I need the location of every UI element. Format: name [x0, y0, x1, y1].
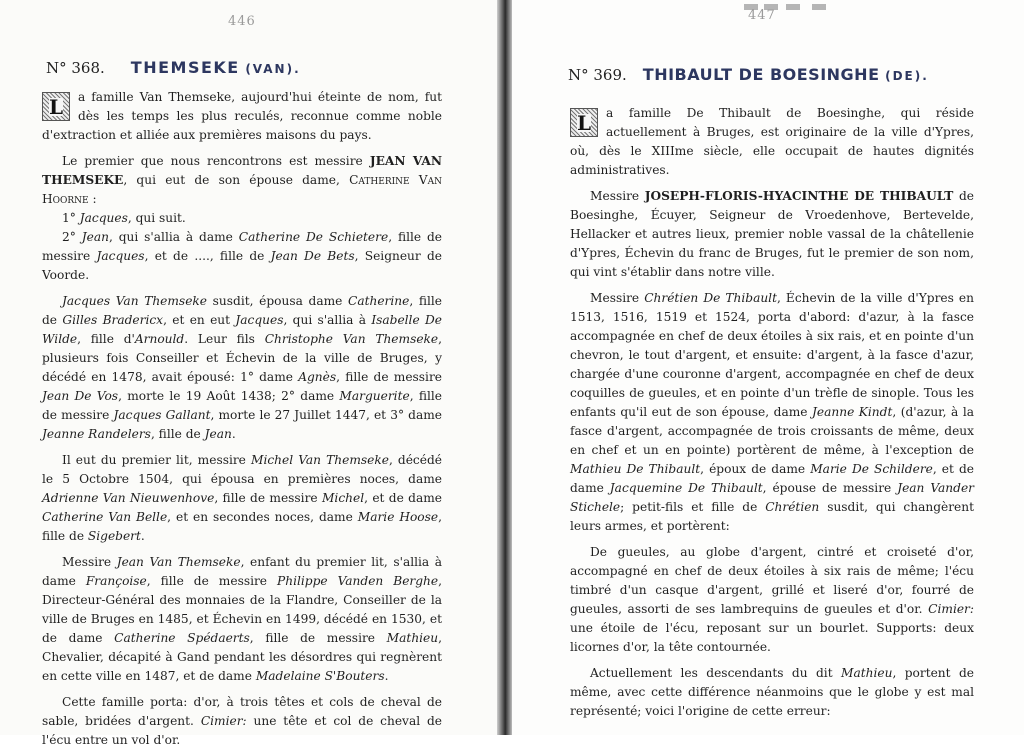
text-run: .: [140, 529, 145, 543]
drop-cap: L: [570, 108, 598, 137]
text-run: .: [384, 669, 389, 683]
paragraph: [42, 451, 442, 546]
entry-heading: [46, 58, 301, 77]
text-run: Jacques Van Themseke: [62, 294, 208, 308]
paragraph: [570, 289, 974, 536]
text-run: Gilles Bradericx: [62, 313, 164, 327]
text-run: , et de dame: [570, 462, 974, 495]
text-run: , plusieurs fois Conseiller et Échevin de la ville de Bruges, y décédé en 1478, avait épousé: 1° dame: [42, 332, 443, 384]
text-run: , fille d': [77, 332, 135, 346]
text-run: Messire: [590, 189, 645, 203]
text-run: Actuellement les descendants du dit: [590, 666, 841, 680]
text-run: Jeanne Kindt: [812, 405, 893, 419]
text-run: Marie De Schildere: [810, 462, 933, 476]
text-run: Il eut du premier lit, messire: [62, 453, 251, 467]
text-run: Françoise: [85, 574, 147, 588]
text-run: , et en eut: [163, 313, 236, 327]
print-mark: [812, 4, 826, 10]
paragraph: [42, 292, 442, 444]
text-run: , Chevalier, décapité à Gand pendant les désordres qui regnèrent en cette ville en 1487, et de dame: [42, 631, 442, 683]
text-run: une étoile de l'écu, reposant sur un bourlet. Supports: deux licornes d'or, la tête contournée.: [570, 621, 974, 654]
text-run: Messire: [590, 291, 645, 305]
text-run: , Directeur-Général des monnaies de la Flandre, Conseiller de la ville de Bruges en 1485, et Échevin en 1499, décédé en 1530, et de dame: [42, 574, 442, 645]
paragraph: [570, 543, 974, 657]
book-gutter: [497, 0, 512, 735]
text-run: Jean: [204, 427, 232, 441]
text-run: Marguerite: [339, 389, 410, 403]
text-run: Jacques: [235, 313, 284, 327]
text-run: Chrétien De Thibault: [644, 291, 777, 305]
page-number: 446: [228, 14, 256, 29]
text-run: Christophe Van Themseke: [264, 332, 439, 346]
text-run: , qui s'allia à: [283, 313, 372, 327]
text-run: Marie Hoose: [357, 510, 439, 524]
text-run: Sigebert: [87, 529, 141, 543]
name-particle: (VAN).: [245, 62, 301, 76]
text-run: , fille de: [42, 294, 443, 327]
paragraph: [570, 187, 974, 282]
list-item: 2° Jean, qui s'allia à dame Catherine De Schietere, fille de messire Jacques, et de ...., fille de Jean De Bets, Seigneur de Voorde.: [42, 230, 442, 282]
text-run: Madelaine S'Bouters: [255, 669, 385, 683]
text-run: Mathieu: [841, 666, 893, 680]
text-run: Catherine Spédaerts: [114, 631, 250, 645]
text-run: susdit, qui changèrent leurs armes, et portèrent:: [570, 500, 974, 533]
text-run: de Boesinghe, Écuyer, Seigneur de Vroedenhove, Bertevelde, Hellacker et autres lieux, premier noble vassal de la châtellenie d'Ypres, Échevin du franc de Bruges, fut le premier de son nom, qui vint s'établir dans notre ville.: [570, 189, 974, 279]
text-run: , morte le 19 Août 1438; 2° dame: [118, 389, 340, 403]
entry-heading: [568, 65, 929, 84]
text-run: Mathieu De Thibault: [570, 462, 701, 476]
text-run: , (d'azur, à la fasce d'argent, accompagnée de trois croissants de même, deux en chef et un en pointe) portèrent de même, à l'exception de: [570, 405, 974, 457]
paragraph: L a famille De Thibault de Boesinghe, qui réside actuellement à Bruges, est originaire de la ville d'Ypres, où, dès le XIIIme siècle, elle occupait de hautes dignités administratives.: [570, 106, 974, 177]
text-run: Agnès: [298, 370, 337, 384]
text-run: , époux de dame: [700, 462, 811, 476]
text-run: .: [231, 427, 236, 441]
text-run: Jean Vander Stichele: [570, 481, 974, 514]
text-run: , épouse de messire: [762, 481, 898, 495]
text-run: Jeanne Randelers: [42, 427, 151, 441]
page-number: 447: [748, 8, 776, 23]
paragraph: [570, 664, 974, 721]
text-run: Isabelle De Wilde: [42, 313, 442, 346]
text-run: Jean De Vos: [42, 389, 119, 403]
right-page: [512, 0, 1024, 735]
entry-body: [42, 88, 442, 750]
text-run: Jean Van Themseke: [116, 555, 241, 569]
text-run: Catherine: [348, 294, 410, 308]
text-run: , décédé le 5 Octobre 1504, qui épousa en premières noces, dame: [42, 453, 442, 486]
text-run: , Échevin de la ville d'Ypres en 1513, 1516, 1519 et 1524, porta d'abord: d'azur, à la fasce accompagnée en chef de deux étoiles à six rais, et en pointe d'un chevron, le tout d'argent, et ensuite: d'argent, à la fasce d'azur, chargée d'une couronne d'argent, accompagnée en chef de deux coquilles de gueules, et en pointe d'un trèfle de sinople. Tous les enfants qu'il eut de son épouse, dame: [570, 291, 974, 419]
print-mark: [786, 4, 800, 10]
text-run: Catherine Van Belle: [42, 510, 168, 524]
text-run: Michel: [321, 491, 365, 505]
text-run: , fille de: [42, 510, 442, 543]
list-item: 1° Jacques, qui suit.: [62, 211, 186, 225]
text-run: Chrétien: [765, 500, 820, 514]
text-run: , fille de messire: [214, 491, 322, 505]
text-run: ; petit-fils et fille de: [620, 500, 766, 514]
text-run: Cimier:: [200, 714, 247, 728]
text-run: Messire: [62, 555, 117, 569]
text-run: une tête et col de cheval de l'écu entre un vol d'or.: [42, 714, 442, 747]
drop-cap: L: [42, 92, 70, 121]
text-run: Mathieu: [386, 631, 439, 645]
text-run: Jacques Gallant: [113, 408, 211, 422]
entry-number: N° 368.: [46, 59, 105, 77]
entry-number: N° 369.: [568, 66, 627, 84]
text-run: , morte le 27 Juillet 1447, et 3° dame: [210, 408, 442, 422]
text-run: , fille de messire: [146, 574, 278, 588]
text-run: . Leur fils: [184, 332, 265, 346]
text-run: , portent de même, avec cette différence néanmoins que le globe y est mal représenté; voici l'origine de cette erreur:: [570, 666, 974, 718]
text-run: Philippe Vanden Berghe: [277, 574, 439, 588]
text-run: , fille de messire: [336, 370, 442, 384]
paragraph: [42, 693, 442, 750]
left-page: [0, 0, 497, 747]
text-run: JOSEPH-FLORIS-HYACINTHE DE THIBAULT: [644, 189, 954, 203]
paragraph: L a famille Van Themseke, aujourd'hui éteinte de nom, fut dès les temps les plus reculés, reconnue comme noble d'extraction et alliée aux premières maisons du pays.: [42, 90, 442, 142]
family-name: THEMSEKE: [130, 58, 240, 77]
text-run: , fille de messire: [249, 631, 387, 645]
text-run: Cette famille porta: d'or, à trois têtes et cols de cheval de sable, bridées d'argent.: [42, 695, 442, 728]
paragraph: [42, 553, 442, 686]
text-run: Michel Van Themseke: [250, 453, 389, 467]
family-name: THIBAULT DE BOESINGHE: [642, 65, 880, 84]
name-particle: (DE).: [885, 69, 929, 83]
text-run: susdit, épousa dame: [207, 294, 348, 308]
text-run: , et en secondes noces, dame: [167, 510, 358, 524]
text-run: De gueules, au globe d'argent, cintré et croiseté d'or, accompagné en chef de deux étoiles à six rais de même; l'écu timbré d'un casque d'argent, grillé et liseré d'or, fourré de gueules, assorti de ses lambrequins de gueules et d'or.: [570, 545, 974, 616]
text-run: Arnould: [134, 332, 185, 346]
text-run: , fille de: [150, 427, 205, 441]
text-run: Adrienne Van Nieuwenhove: [42, 491, 215, 505]
text-run: , fille de messire: [42, 389, 442, 422]
text-run: , et de dame: [364, 491, 442, 505]
text-run: Cimier:: [928, 602, 974, 616]
text-run: Jacquemine De Thibault: [609, 481, 763, 495]
text-run: , enfant du premier lit, s'allia à dame: [42, 555, 442, 588]
entry-body: [570, 104, 974, 721]
paragraph: Le premier que nous rencontrons est messire JEAN VAN THEMSEKE, qui eut de son épouse dame, Catherine Van Hoorne :: [42, 154, 442, 206]
